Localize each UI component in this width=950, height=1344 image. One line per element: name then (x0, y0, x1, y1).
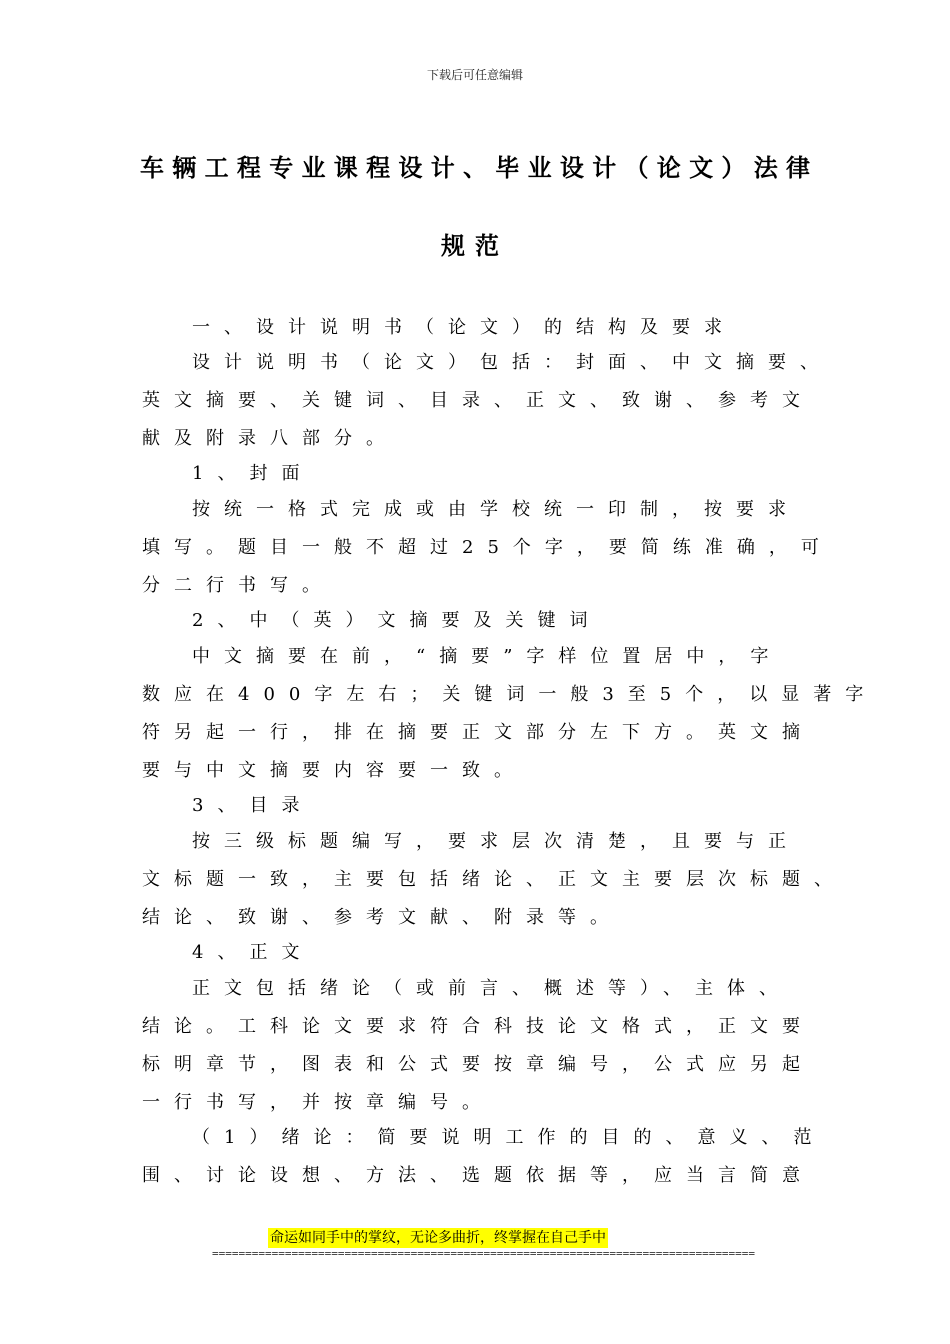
paragraph-line: 数应在400字左右；关键词一般3至5个，以显著字 (142, 684, 878, 705)
document-title-line-1: 车辆工程专业课程设计、毕业设计（论文）法律 (140, 154, 819, 182)
paragraph-line: 符另起一行，排在摘要正文部分左下方。英文摘 (142, 722, 814, 743)
paragraph-line: 英文摘要、关键词、目录、正文、致谢、参考文 (142, 390, 814, 411)
paragraph-line: 分二行书写。 (142, 575, 334, 596)
document-title-line-2: 规范 (441, 232, 509, 260)
paragraph-line: 正文包括绪论（或前言、概述等）、主体、 (192, 978, 791, 999)
paragraph-line: 结论、致谢、参考文献、附录等。 (142, 907, 622, 928)
subsection-heading: 4、正文 (192, 942, 314, 963)
header-note: 下载后可任意编辑 (426, 68, 523, 82)
paragraph-line: 按统一格式完成或由学校统一印制，按要求 (192, 499, 800, 520)
subsection-heading: 1、封面 (192, 463, 314, 484)
paragraph-line: 献及附录八部分。 (142, 428, 398, 449)
footer-motto: 命运如同手中的掌纹，无论多曲折，终掌握在自己手中 (270, 1230, 606, 1246)
paragraph-line: 设计说明书（论文）包括：封面、中文摘要、 (192, 352, 832, 373)
footer-divider: ================================================================================== (212, 1247, 756, 1260)
paragraph-line: 按三级标题编写，要求层次清楚，且要与正 (192, 831, 800, 852)
paragraph-line: （1）绪论：简要说明工作的目的、意义、范 (192, 1127, 826, 1148)
paragraph-line: 一行书写，并按章编号。 (142, 1092, 494, 1113)
paragraph-line: 中文摘要在前，“摘要”字样位置居中，字 (192, 646, 783, 667)
section-heading: 一、设计说明书（论文）的结构及要求 (192, 317, 736, 338)
paragraph-line: 要与中文摘要内容要一致。 (142, 760, 526, 781)
paragraph-line: 结论。工科论文要求符合科技论文格式，正文要 (142, 1016, 814, 1037)
paragraph-line: 文标题一致，主要包括绪论、正文主要层次标题、 (142, 869, 846, 890)
subsection-heading: 2、中（英）文摘要及关键词 (192, 610, 602, 631)
paragraph-line: 填写。题目一般不超过25个字，要简练准确，可 (142, 537, 833, 558)
subsection-heading: 3、目录 (192, 795, 314, 816)
paragraph-line: 围、讨论设想、方法、选题依据等，应当言简意 (142, 1165, 814, 1186)
paragraph-line: 标明章节，图表和公式要按章编号，公式应另起 (142, 1054, 814, 1075)
